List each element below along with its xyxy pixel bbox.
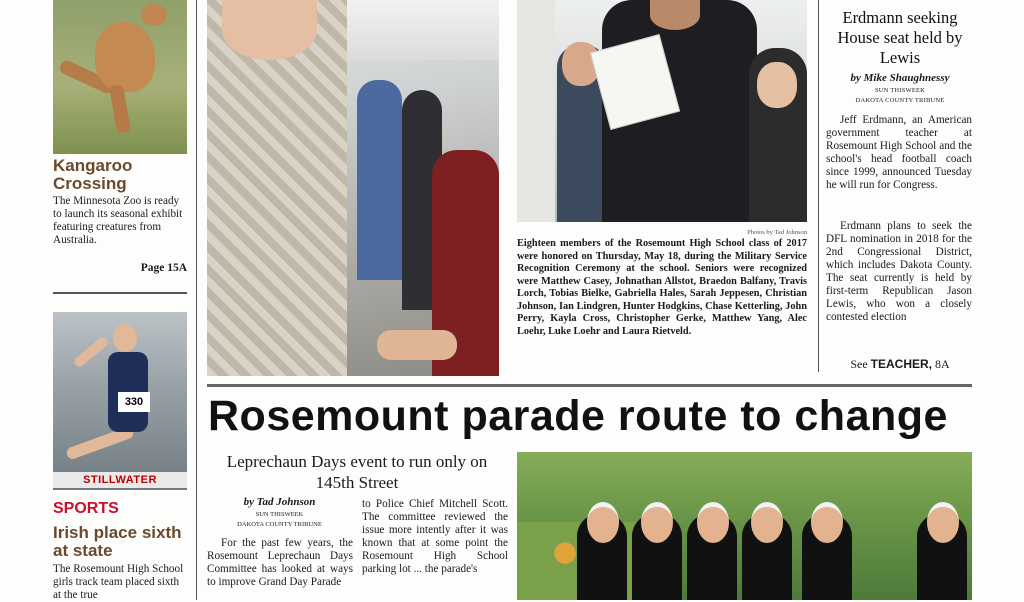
parade-subhead: Leprechaun Days event to run only on 145th Street xyxy=(226,452,488,492)
kangaroo-teaser: The Minnesota Zoo is ready to launch its seasonal exhibit featuring creatures from Australia. xyxy=(53,195,183,246)
parade-headline[interactable]: Rosemount parade route to change xyxy=(208,392,948,440)
sports-teaser: The Rosemount High School girls track team placed sixth at the true xyxy=(53,563,184,601)
sports-headline[interactable]: Irish place sixth at state xyxy=(53,523,182,560)
erdmann-paragraph-2: Erdmann plans to seek the DFL nomination in 2018 for the 2nd Congressional District, which includes Dakota County. The seat currently is held by first-term Republican Jason Lewis, who won a closely contested election xyxy=(826,220,972,323)
kangaroo-headline[interactable]: Kangaroo Crossing xyxy=(53,156,133,193)
photo-credit: Photos by Tad Johnson xyxy=(747,229,807,236)
column-divider xyxy=(196,0,197,600)
rail-divider xyxy=(53,292,187,294)
kangaroo-page-ref[interactable]: Page 15A xyxy=(140,262,187,274)
erdmann-byline: by Mike Shaughnessy xyxy=(850,72,950,84)
jump-see-label: See xyxy=(850,357,868,371)
erdmann-jump-line[interactable] xyxy=(826,357,974,372)
photo-caption: Eighteen members of the Rosemount High School class of 2017 were honored on Thursday, May 18, during the Military Service Recognition Ceremony at the school. Seniors were recognized were Matthew Casey, Johnathan Allstot, Braedon Balfany, Travis Lorch, Tobias Bielke, Gabriella Hales, Sarah Jeppesen, Christian Johnson, Ian Lindgren, Hunter Hodgkins, Chase Ketterling, John Perry, Kayla Cross, Christopher Gerke, Matthew Yang, Alec Loehr, Luke Loehr and Laura Rietveld. xyxy=(517,238,807,337)
parade-byline-paper1: SUN THISWEEK xyxy=(255,511,304,518)
parade-byline-paper2: DAKOTA COUNTY TRIBUNE xyxy=(237,521,322,528)
parade-column-2: to Police Chief Mitchell Scott. The committee reviewed the issue more intently after it was known that at some point the Rosemount High School parking lot ... the parade's xyxy=(362,498,508,575)
handshake-photo xyxy=(207,0,499,376)
runner-bib: 330 xyxy=(118,392,150,412)
jump-keyword: TEACHER, xyxy=(870,357,932,371)
runner-photo xyxy=(53,312,187,490)
parade-column-1: For the past few years, the Rosemount Leprechaun Days Committee has looked at ways to improve Grand Day Parade xyxy=(207,537,353,588)
erdmann-paragraph-1: Jeff Erdmann, an American government teacher at Rosemount High School and the school's head football coach since 1999, announced Tuesday he will run for Congress. xyxy=(826,114,972,191)
jump-page: 8A xyxy=(935,357,950,371)
column-divider-right xyxy=(818,0,819,372)
stillwater-banner: STILLWATER xyxy=(53,472,187,488)
erdmann-byline-paper2: DAKOTA COUNTY TRIBUNE xyxy=(855,97,945,104)
erdmann-byline-paper1: SUN THISWEEK xyxy=(874,87,926,94)
ceremony-photo xyxy=(517,0,807,222)
parade-byline: by Tad Johnson xyxy=(243,496,316,508)
parade-photo xyxy=(517,452,972,600)
sports-section-tag[interactable]: SPORTS xyxy=(53,500,119,517)
kangaroo-photo xyxy=(53,0,187,154)
section-rule xyxy=(207,384,972,387)
erdmann-headline[interactable]: Erdmann seeking House seat held by Lewis xyxy=(837,8,963,67)
